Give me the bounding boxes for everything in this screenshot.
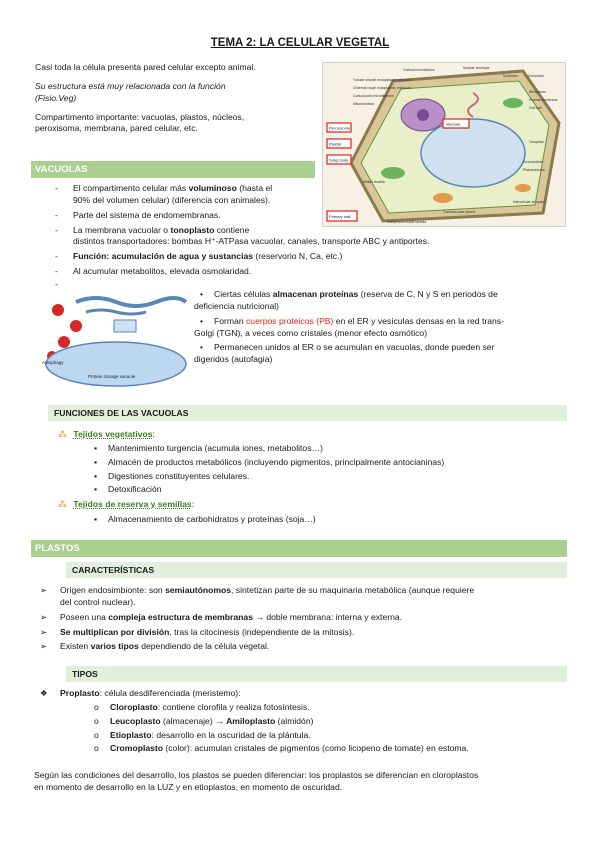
compartments-line-2: peroxisoma, membrana, pared celular, etc. xyxy=(35,123,198,134)
fig-label-autophagy: Autophagy xyxy=(42,360,64,365)
fig-label-actin: Cortical actin microfilament xyxy=(353,94,394,98)
item-text: (reserva de C, N y S en periodos de xyxy=(358,289,498,299)
arrow-icon: ➢ xyxy=(40,641,48,652)
item-bold: voluminoso xyxy=(188,183,237,193)
fig-label-smooth-er: Tubular smooth endoplasmic reticulum xyxy=(353,78,412,82)
section-heading-plastos: PLASTOS xyxy=(31,540,567,557)
item-text: → doble membrana: interna y externa. xyxy=(252,611,403,622)
intro xyxy=(35,62,325,135)
final-paragraph xyxy=(34,770,574,794)
page-title: TEMA 2: LA CELULAR VEGETAL xyxy=(210,37,390,49)
fig-label-cell-wall: Cell wall xyxy=(529,106,542,110)
reserva-items xyxy=(94,514,568,526)
item-text: (hasta el xyxy=(236,183,273,193)
diamond-bullet-icon: ❖ xyxy=(40,688,48,698)
fig-label-compound-lamella: Compound middle lamella xyxy=(387,220,427,224)
bullet-icon: ⁂ xyxy=(58,429,67,439)
list-item: - La membrana vacuolar o tonoplasto contiene xyxy=(55,224,250,235)
item-text: en el ER y vesículas densas en la red trans- xyxy=(333,315,504,326)
item-bold: semiautónomos xyxy=(165,585,232,595)
list-item: • Permanecen unidos al ER o se acumulan en vacuolas, donde pueden ser xyxy=(200,342,495,353)
list-item: - Al acumular metabolitos, elevada osmolaridad. xyxy=(55,266,252,277)
item-bold: Proplasto xyxy=(60,688,100,698)
item-text: Al acumular metabolitos, elevada osmolaridad. xyxy=(73,266,252,277)
protein-bullets xyxy=(194,289,566,366)
tejidos-vegetativos-header: ⁂ Tejidos vegetativos: xyxy=(58,429,155,439)
intro-italic-1: Su estructura está muy relacionada con la función xyxy=(35,80,226,91)
item-text: (reservorio N, Ca, etc.) xyxy=(253,251,343,262)
final-line-1: Según las condiciones del desarrollo, los plastos se pueden diferenciar: los proplastos se diferencian en cloroplastos xyxy=(34,770,479,780)
list-item: o Leucoplasto (almacenaje) → Amiloplasto (almidón) xyxy=(94,715,314,726)
list-item: o Cloroplasto: contiene clorofila y realiza fotosíntesis. xyxy=(94,701,310,712)
item-bold: tonoplasto xyxy=(170,224,215,235)
fig-label-desmotubule: Desmotubule xyxy=(523,160,543,164)
item-text: contiene xyxy=(214,224,250,235)
item-text: 90% del volumen celular) (diferencia con animales). xyxy=(73,194,271,205)
item-continuation: digeridos (autofagia) xyxy=(194,354,273,365)
item-text: (almacenaje) → xyxy=(160,715,227,726)
caracteristicas-list xyxy=(40,585,568,653)
tejidos-vegetativos-title: Tejidos vegetativos xyxy=(73,429,153,439)
list-item: - xyxy=(55,279,58,290)
list-item xyxy=(40,641,568,653)
item-bold: varios tipos xyxy=(90,641,139,652)
item-text: , tras la citocinesis (independiente de la mitosis). xyxy=(169,626,355,637)
list-item xyxy=(40,627,568,639)
list-item: - El compartimento celular más voluminoso (hasta el xyxy=(55,183,273,193)
fig-label-middle-lamella: Middle lamella xyxy=(363,180,385,184)
fig-label-ribosomes: Ribosomes xyxy=(529,90,546,94)
item-bold: Leucoplasto xyxy=(110,715,161,726)
final-line-2: en momento de desarrollo en la LUZ y en etioplastos, en momento de oscuridad. xyxy=(34,781,343,792)
tipos-list xyxy=(40,688,568,755)
list-item: ▪ Digestiones constituyentes celulares. xyxy=(94,471,568,483)
fig-label-cortical-microtubules: Cortical microtubules xyxy=(403,68,435,72)
item-text: : contiene clorofila y realiza fotosíntesis. xyxy=(157,701,310,712)
list-item-continuation xyxy=(55,236,565,248)
fig-label-plasmodesma: Plasmodesma xyxy=(523,168,545,172)
fig-label-peroxisome: Peroxisome xyxy=(329,125,351,131)
fig-label-chromatin: Chromatin xyxy=(528,74,544,78)
fig-label-nuclear-envelope: Nuclear envelope xyxy=(463,66,490,70)
item-continuation: Golgi (TGN), a veces como cristales (menor efecto osmótico) xyxy=(194,327,428,338)
fig-label-mitochondrion: Mitochondrion xyxy=(353,102,375,106)
vegetativos-items xyxy=(94,443,568,496)
item-text: Ciertas células xyxy=(214,289,273,299)
tejidos-reserva-header: ⁂ Tejidos de reserva y semillas: xyxy=(58,499,195,510)
section-heading-vacuolas: VACUOLAS xyxy=(31,161,315,178)
tejidos-reserva-title: Tejidos de reserva y semillas xyxy=(73,499,192,510)
list-item: ▪ Almacén de productos metabólicos (incluyendo pigmentos, principalmente antocianinas) xyxy=(94,457,568,469)
item-red: cuerpos proteicos (PB) xyxy=(246,315,334,326)
item-text: dependiendo de la célula vegetal. xyxy=(138,641,270,652)
item-bold: Etioplasto xyxy=(110,729,152,740)
list-item: - Función: acumulación de agua y sustancias (reservorio N, Ca, etc.) xyxy=(55,251,343,262)
item-text: Forman xyxy=(214,315,246,326)
item-bold: Amiloplasto xyxy=(226,715,276,726)
protein-storage-diagram xyxy=(36,290,196,390)
vacuolas-list xyxy=(55,183,565,291)
proplasto-item xyxy=(40,688,568,700)
list-item: o Etioplasto: desarrollo en la oscuridad de la plántula. xyxy=(94,729,311,740)
fig-label-psv: Protein storage vacuole xyxy=(88,374,136,379)
arrow-icon: ➢ xyxy=(40,585,48,595)
fig-label-plasma-membrane: Plasma membrane xyxy=(529,98,558,102)
item-text: distintos transportadores: bombas H⁺-ATPasa vacuolar, canales, transporte ABC y antiportes. xyxy=(73,236,430,247)
item-text: Permanecen unidos al ER o se acumulan en vacuolas, donde pueden ser xyxy=(214,342,495,353)
fig-label-rough-er: Cisternal rough endoplasmic reticulum xyxy=(353,86,411,90)
fig-label-nucleolus: Nucleolus xyxy=(503,74,518,78)
intro-line: Casi toda la célula presenta pared celular excepto animal. xyxy=(35,62,256,72)
arrow-icon: ➢ xyxy=(40,626,48,637)
item-text: La membrana vacuolar o xyxy=(73,224,171,235)
protein-storage-figure xyxy=(36,290,196,390)
fig-label-plastid: Plastid xyxy=(329,141,342,147)
item-text: Parte del sistema de endomembranas. xyxy=(73,209,221,220)
item-bold: almacenan proteínas xyxy=(272,289,359,299)
subsection-heading-caracteristicas: CARACTERÍSTICAS xyxy=(66,562,567,578)
item-bold: Función: acumulación de agua y sustancias xyxy=(73,251,254,262)
intro-italic-2: (Fisio.Veg) xyxy=(35,92,77,103)
list-item: ▪ Mantenimiento turgencia (acumula iones, metabolitos…) xyxy=(94,443,568,455)
list-item xyxy=(40,612,568,624)
item-continuation: deficiencia nutricional) xyxy=(194,300,280,311)
bullet-icon: ⁂ xyxy=(58,499,67,510)
fig-label-vacuole: Vacuole xyxy=(446,121,461,127)
item-text: : desarrollo en la oscuridad de la plántula. xyxy=(151,729,311,740)
list-item: • Forman cuerpos proteicos (PB) en el ER y vesículas densas en la red trans- xyxy=(200,315,504,326)
list-item xyxy=(40,585,568,597)
list-item: o Cromoplasto (color): acumulan cristales de pigmentos (como licopeno de tomate) en estoma. xyxy=(94,743,469,754)
fig-label-primary-wall: Primary wall xyxy=(329,214,351,219)
subsection-heading-tipos: TIPOS xyxy=(66,666,567,682)
item-bold: Se multiplican por división xyxy=(60,626,170,637)
list-item-continuation xyxy=(55,195,565,207)
tipos-sublist xyxy=(94,702,568,755)
list-item: ▪ Almacenamiento de carbohidratos y proteínas (soja…) xyxy=(94,514,568,526)
item-bold: Cromoplasto xyxy=(110,743,163,754)
list-item: ▪ Detoxificación xyxy=(94,484,568,496)
subsection-heading-funciones: FUNCIONES DE LAS VACUOLAS xyxy=(48,405,567,421)
item-bold: Cloroplasto xyxy=(110,701,158,712)
fig-label-golgi: Golgi body xyxy=(329,157,349,163)
fig-label-tonoplast: Tonoplast xyxy=(529,140,544,144)
item-text: El compartimento celular más xyxy=(73,183,189,193)
fig-label-transvacuolar: Transvacuolar strand xyxy=(443,210,475,214)
item-text: (color): acumulan cristales de pigmentos (como licopeno de tomate) en estoma. xyxy=(163,743,469,754)
item-text: Existen xyxy=(60,641,91,652)
arrow-icon: ➢ xyxy=(40,611,48,622)
list-item: • Ciertas células almacenan proteínas (reserva de C, N y S en periodos de xyxy=(200,289,498,299)
item-text: , sintetizan parte de su maquinaria metabólica (aunque requiere xyxy=(231,585,475,595)
item-continuation: del control nuclear). xyxy=(60,596,136,607)
compartments-line-1: Compartimento importante: vacuolas, plastos, núcleos, xyxy=(35,111,245,122)
item-text: : célula desdiferenciada (meristemo): xyxy=(99,688,241,698)
fig-label-air-space: Intercellular air space xyxy=(513,200,546,204)
item-text: (almidón) xyxy=(275,715,314,726)
funciones-list xyxy=(58,428,568,526)
item-text: Origen endosimbionte: son xyxy=(60,585,166,595)
item-text: Poseen una xyxy=(60,611,109,622)
list-item: - Parte del sistema de endomembranas. xyxy=(55,209,221,220)
item-bold: compleja estructura de membranas xyxy=(108,611,253,622)
